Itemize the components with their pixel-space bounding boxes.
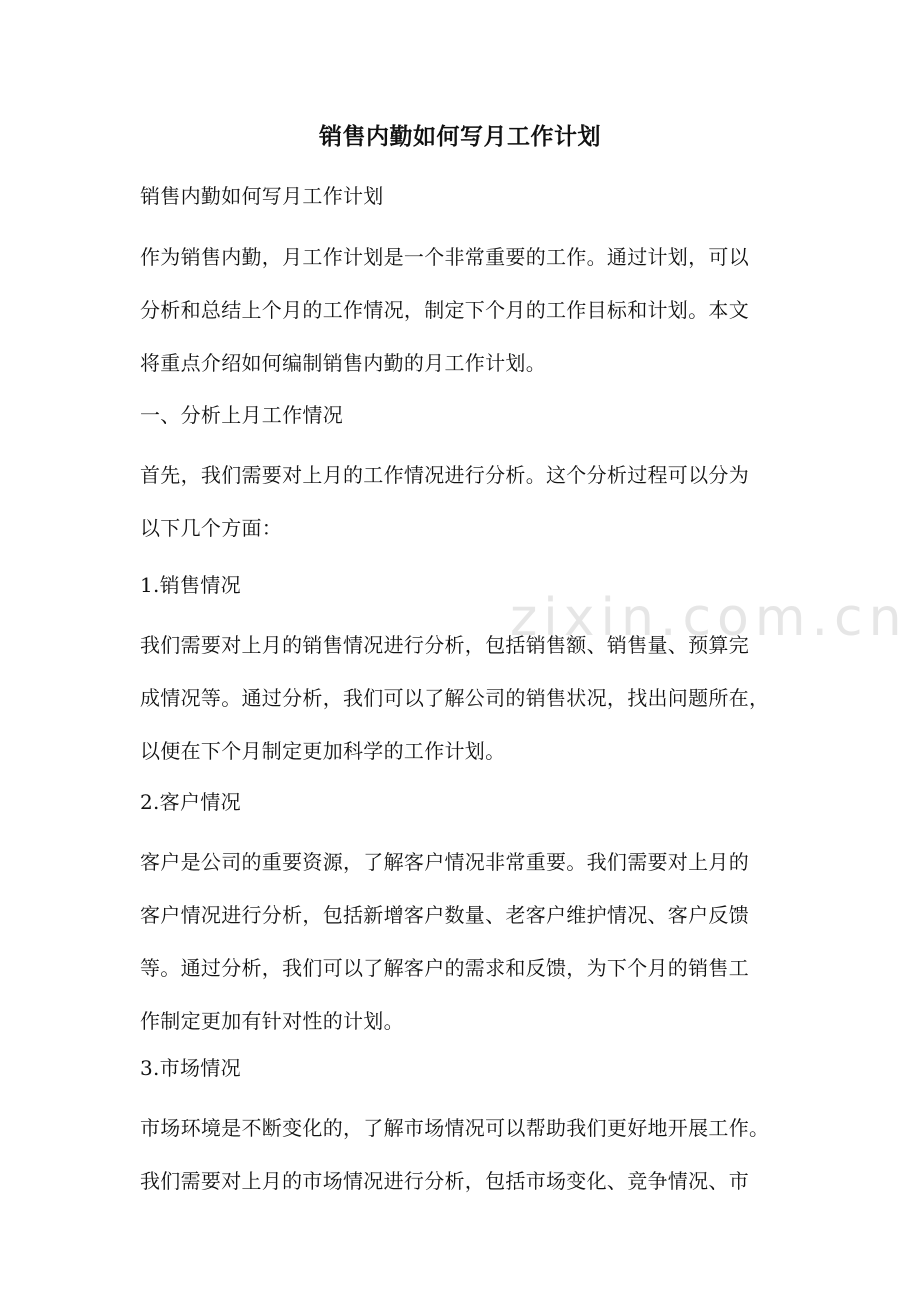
- watermark: zixin.com.cn: [510, 588, 908, 648]
- section1-intro-paragraph: [140, 460, 785, 544]
- item-heading-1: [140, 570, 785, 601]
- paragraph-line: 成情况等。通过分析，我们可以了解公司的销售状况，找出问题所在，: [140, 686, 770, 710]
- paragraph-line: 以下几个方面：: [140, 516, 283, 540]
- intro-paragraph: [140, 242, 785, 379]
- paragraph-line: 等。通过分析，我们可以了解客户的需求和反馈，为下个月的销售工: [140, 956, 749, 980]
- subtitle-line: 销售内勤如何写月工作计划: [140, 184, 384, 208]
- heading-line: 3.市场情况: [140, 1056, 241, 1080]
- heading-line: 2.客户情况: [140, 790, 241, 814]
- section-heading-1: [140, 400, 785, 431]
- item1-paragraph: [140, 630, 785, 767]
- paragraph-line: 作制定更加有针对性的计划。: [140, 1009, 404, 1033]
- paragraph-line: 我们需要对上月的市场情况进行分析，包括市场变化、竞争情况、市: [140, 1169, 749, 1193]
- paragraph-line: 市场环境是不断变化的，了解市场情况可以帮助我们更好地开展工作。: [140, 1116, 770, 1140]
- item-heading-2: [140, 787, 785, 818]
- paragraph-line: 分析和总结上个月的工作情况，制定下个月的工作目标和计划。本文: [140, 298, 749, 322]
- document-subtitle: [140, 181, 785, 212]
- paragraph-line: 作为销售内勤，月工作计划是一个非常重要的工作。通过计划，可以: [140, 245, 749, 269]
- heading-line: 一、分析上月工作情况: [140, 403, 343, 427]
- paragraph-line: 客户情况进行分析，包括新增客户数量、老客户维护情况、客户反馈: [140, 903, 749, 927]
- item2-paragraph: [140, 847, 785, 1037]
- paragraph-line: 我们需要对上月的销售情况进行分析，包括销售额、销售量、预算完: [140, 633, 749, 657]
- item-heading-3: [140, 1053, 785, 1084]
- paragraph-line: 将重点介绍如何编制销售内勤的月工作计划。: [140, 351, 546, 375]
- heading-line: 1.销售情况: [140, 573, 241, 597]
- paragraph-line: 以便在下个月制定更加科学的工作计划。: [140, 739, 506, 763]
- document-title: 销售内勤如何写月工作计划: [319, 123, 601, 150]
- item3-paragraph: [140, 1113, 785, 1197]
- paragraph-line: 客户是公司的重要资源，了解客户情况非常重要。我们需要对上月的: [140, 850, 749, 874]
- paragraph-line: 首先，我们需要对上月的工作情况进行分析。这个分析过程可以分为: [140, 463, 749, 487]
